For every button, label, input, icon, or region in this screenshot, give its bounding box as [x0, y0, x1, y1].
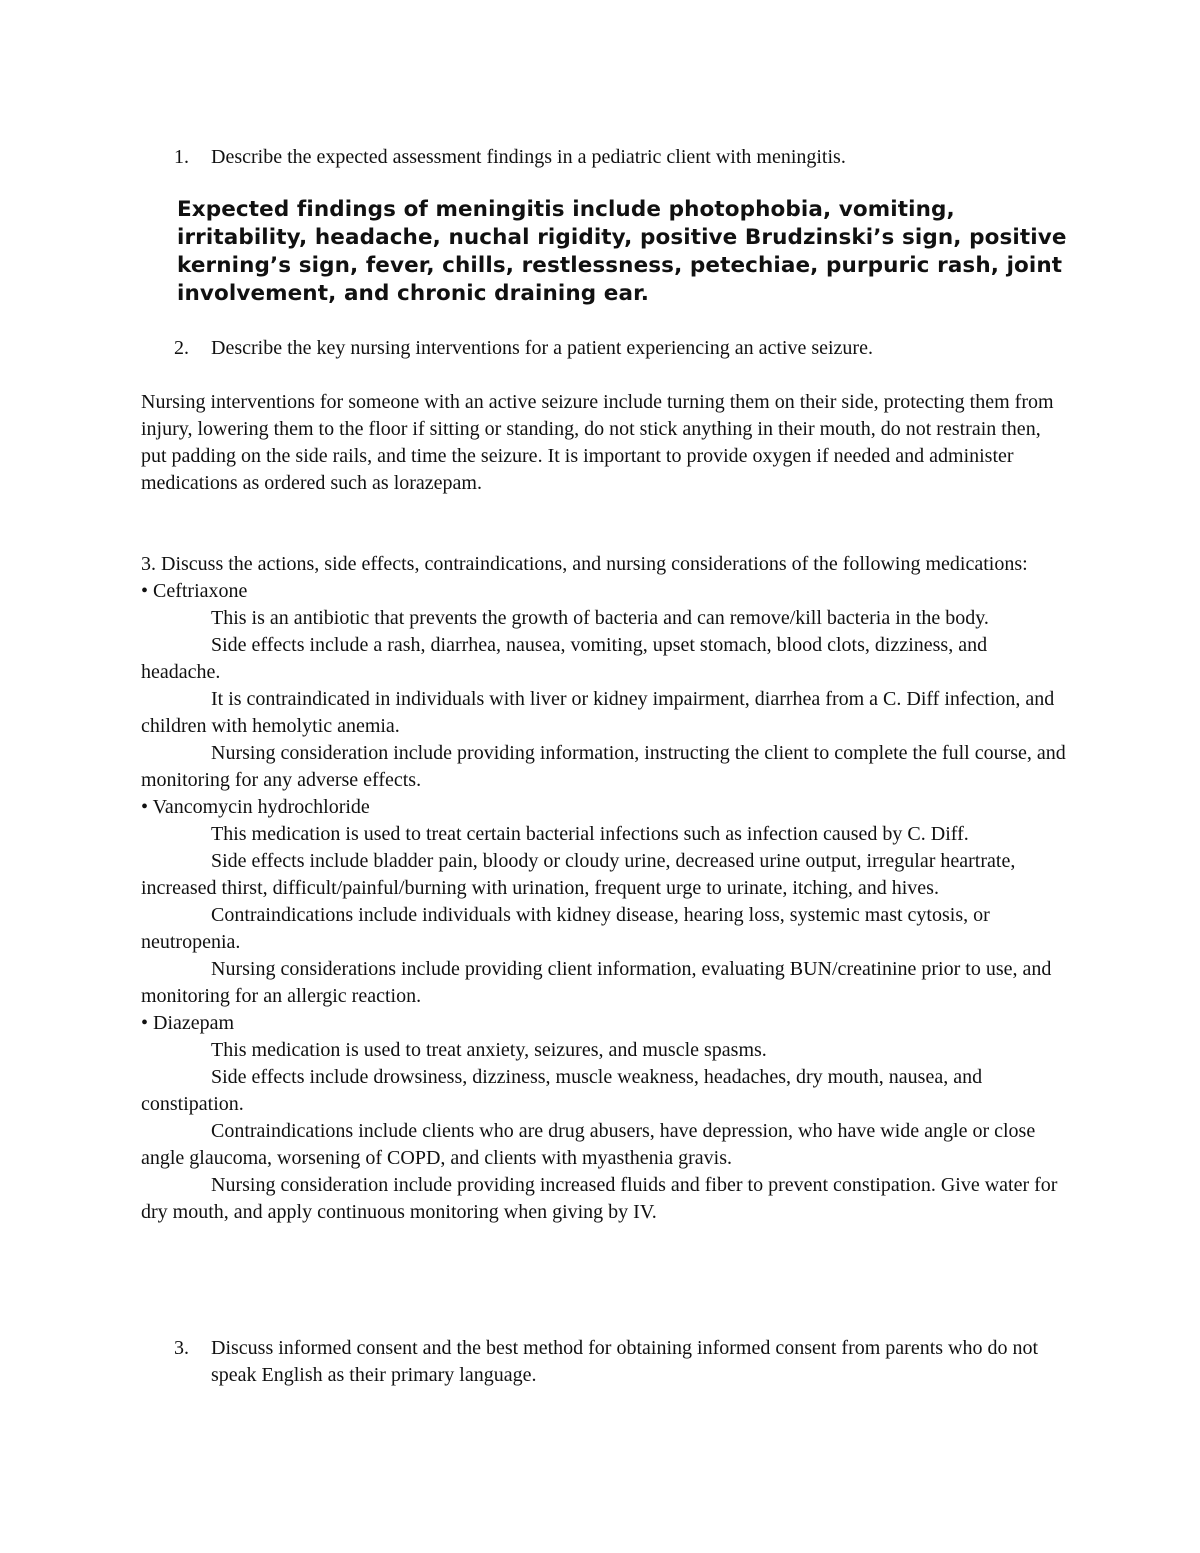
medication-name: • Vancomycin hydrochloride	[141, 796, 370, 818]
medication-action: This medication is used to treat anxiety, seizures, and muscle spasms.	[211, 1039, 767, 1061]
question-1-number: 1.	[174, 146, 189, 168]
medication-side-effects: Side effects include drowsiness, dizziness, muscle weakness, headaches, dry mouth, nausea, and constipation.	[141, 1066, 983, 1115]
question-4	[174, 1335, 1054, 1389]
question-3-heading: 3. Discuss the actions, side effects, contraindications, and nursing considerations of the following medications:	[141, 553, 1028, 575]
medication-contraindications: It is contraindicated in individuals with liver or kidney impairment, diarrhea from a C. Diff infection, and children with hemolytic anemia.	[141, 688, 1055, 737]
medication-side-effects: Side effects include bladder pain, bloody or cloudy urine, decreased urine output, irregular heartrate, increased thirst, difficult/painful/burning with urination, frequent urge to urinate, itching, and hives.	[141, 850, 1016, 899]
question-3-section	[141, 551, 1071, 1226]
question-2	[174, 335, 1074, 362]
answer-1: Expected findings of meningitis include photophobia, vomiting, irritability, headache, nuchal rigidity, positive Brudzinski’s sign, positive kerning’s sign, fever, chills, restlessness, petechiae, purpuric rash, joint involvement, and chronic draining ear.	[177, 197, 1067, 306]
medication-name: • Ceftriaxone	[141, 580, 248, 602]
medication-contraindications: Contraindications include individuals with kidney disease, hearing loss, systemic mast cytosis, or neutropenia.	[141, 904, 990, 953]
question-4-text: Discuss informed consent and the best method for obtaining informed consent from parents who do not speak English as their primary language.	[211, 1337, 1039, 1386]
question-2-text: Describe the key nursing interventions for a patient experiencing an active seizure.	[211, 337, 873, 359]
medication-contraindications: Contraindications include clients who are drug abusers, have depression, who have wide angle or close angle glaucoma, worsening of COPD, and clients with myasthenia gravis.	[141, 1120, 1036, 1169]
answer-2	[141, 389, 1071, 497]
question-1	[174, 144, 1074, 171]
question-2-number: 2.	[174, 337, 189, 359]
medication-action: This medication is used to treat certain bacterial infections such as infection caused by C. Diff.	[211, 823, 969, 845]
medication-nursing-considerations: Nursing considerations include providing client information, evaluating BUN/creatinine prior to use, and monitoring for an allergic reaction.	[141, 958, 1052, 1007]
medication-side-effects: Side effects include a rash, diarrhea, nausea, vomiting, upset stomach, blood clots, dizziness, and headache.	[141, 634, 988, 683]
question-4-number: 3.	[174, 1337, 189, 1359]
medication-nursing-considerations: Nursing consideration include providing information, instructing the client to complete the full course, and monitoring for any adverse effects.	[141, 742, 1066, 791]
question-1-text: Describe the expected assessment findings in a pediatric client with meningitis.	[211, 146, 846, 168]
medication-name: • Diazepam	[141, 1012, 235, 1034]
medication-action: This is an antibiotic that prevents the growth of bacteria and can remove/kill bacteria in the body.	[211, 607, 989, 629]
answer-2-text: Nursing interventions for someone with an active seizure include turning them on their side, protecting them from injury, lowering them to the floor if sitting or standing, do not stick anything in their mouth, do not restrain then, put padding on the side rails, and time the seizure. It is important to provide oxygen if needed and administer medications as ordered such as lorazepam.	[141, 391, 1054, 494]
medication-nursing-considerations: Nursing consideration include providing increased fluids and fiber to prevent constipation. Give water for dry mouth, and apply continuous monitoring when giving by IV.	[141, 1174, 1058, 1223]
